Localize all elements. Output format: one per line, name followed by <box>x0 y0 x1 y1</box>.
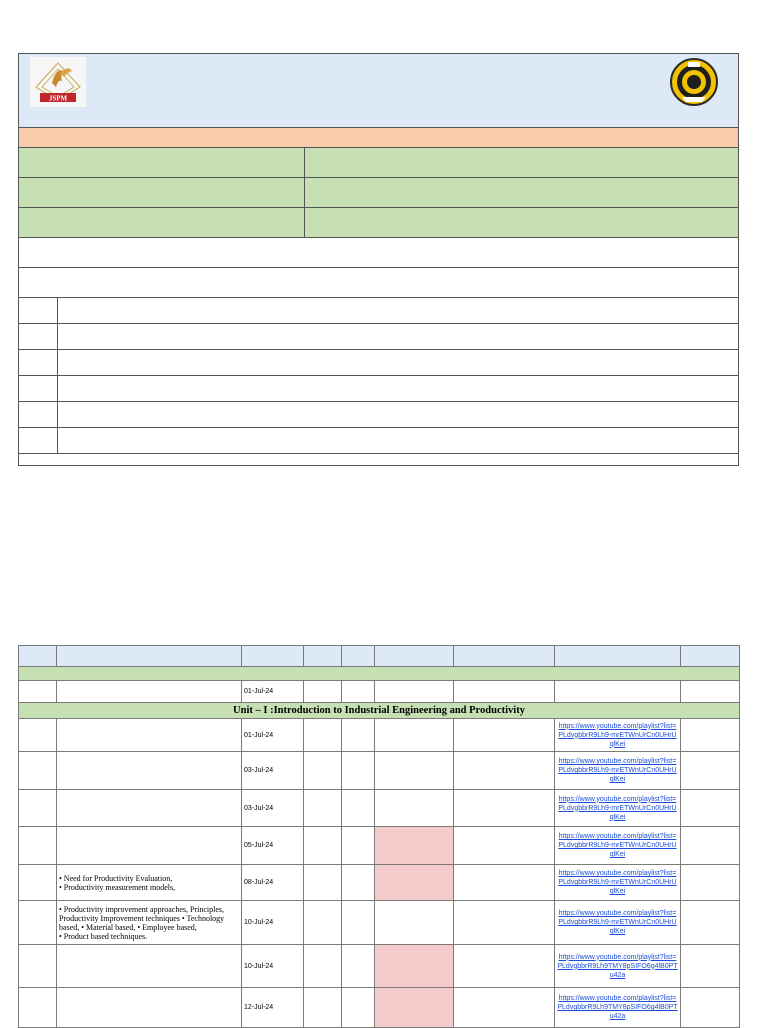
lecture-topic <box>57 790 242 827</box>
lecture-topic <box>57 988 242 1028</box>
info-row-4 <box>19 238 738 268</box>
status-cell <box>375 901 454 945</box>
lecture-topic <box>57 752 242 790</box>
status-cell <box>375 827 454 865</box>
video-link[interactable]: https://www.youtube.com/playlist?list=PLdvgbbrR9Lh9-mrETWnUrCn0UHrUqlKei <box>555 901 681 945</box>
unit-title: Unit – I :Introduction to Industrial Engineering and Productivity <box>19 703 740 719</box>
video-link[interactable]: https://www.youtube.com/playlist?list=PLdvgbbrR9Lh9-mrETWnUrCn0UHrUqlKei <box>555 865 681 901</box>
lecture-topic <box>57 865 242 901</box>
topic-line: • Productivity improvement approaches, Principles, <box>59 904 224 914</box>
lecture-date: 08-Jul-24 <box>242 865 304 901</box>
table-row <box>19 790 740 827</box>
status-cell <box>375 865 454 901</box>
outcome-row-2 <box>19 324 738 350</box>
status-cell <box>375 945 454 988</box>
video-link[interactable]: https://www.youtube.com/playlist?list=PLdvgbbrR9Lh9-mrETWnUrCn0UHrUqlKei <box>555 790 681 827</box>
lecture-topic <box>57 901 242 945</box>
info-row-1 <box>19 148 738 178</box>
table-row <box>19 752 740 790</box>
outcome-row-3 <box>19 350 738 376</box>
lecture-topic <box>57 827 242 865</box>
course-header-sheet <box>18 53 739 466</box>
video-link[interactable]: https://www.youtube.com/playlist?list=PLdvgbbrR9Lh9TMY8pSIFO6g4lB0PTu42a <box>555 945 681 988</box>
section-strip <box>19 667 740 681</box>
table-row <box>19 719 740 752</box>
video-link[interactable]: https://www.youtube.com/playlist?list=PLdvgbbrR9Lh9-mrETWnUrCn0UHrUqlKei <box>555 719 681 752</box>
table-row <box>19 901 740 945</box>
unit-heading-row <box>19 703 740 719</box>
topic-line: • Product based techniques. <box>59 931 148 941</box>
table-row <box>19 945 740 988</box>
lecture-topic <box>57 945 242 988</box>
course-title-band <box>19 128 738 148</box>
status-cell <box>375 752 454 790</box>
topic-line: • Need for Productivity Evaluation, <box>59 873 173 883</box>
outcome-row-6 <box>19 428 738 454</box>
lecture-topic <box>57 719 242 752</box>
intro-row <box>19 681 740 703</box>
topic-line: • Productivity measurement models, <box>59 882 176 892</box>
intro-date: 01-Jul-24 <box>242 681 304 703</box>
lecture-date: 10-Jul-24 <box>242 901 304 945</box>
logo-band <box>19 54 738 128</box>
lecture-date: 10-Jul-24 <box>242 945 304 988</box>
outcome-row-1 <box>19 298 738 324</box>
lecture-date: 01-Jul-24 <box>242 719 304 752</box>
outcome-row-4 <box>19 376 738 402</box>
lecture-date: 03-Jul-24 <box>242 752 304 790</box>
table-header-row <box>19 646 740 667</box>
video-link[interactable]: https://www.youtube.com/playlist?list=PLdvgbbrR9Lh9-mrETWnUrCn0UHrUqlKei <box>555 827 681 865</box>
lecture-date: 12-Jul-24 <box>242 988 304 1028</box>
outcomes-heading-row <box>19 268 738 298</box>
lecture-date: 03-Jul-24 <box>242 790 304 827</box>
status-cell <box>375 790 454 827</box>
video-link[interactable]: https://www.youtube.com/playlist?list=PLdvgbbrR9Lh9TMY8pSIFO6g4lB0PTu42a <box>555 988 681 1028</box>
status-cell <box>375 988 454 1028</box>
table-row <box>19 827 740 865</box>
lecture-date: 05-Jul-24 <box>242 827 304 865</box>
info-row-2 <box>19 178 738 208</box>
info-row-3 <box>19 208 738 238</box>
topic-line: Productivity Improvement techniques • Technology <box>59 913 225 923</box>
topic-line: based, • Material based, • Employee based, <box>59 922 197 932</box>
status-cell <box>375 719 454 752</box>
university-seal-icon <box>669 57 719 107</box>
jspm-logo-icon <box>30 57 86 107</box>
table-row <box>19 988 740 1028</box>
outcome-row-5 <box>19 402 738 428</box>
table-row <box>19 865 740 901</box>
video-link[interactable]: https://www.youtube.com/playlist?list=PLdvgbbrR9Lh9-mrETWnUrCn0UHrUqlKei <box>555 752 681 790</box>
teaching-plan-table <box>18 645 740 1028</box>
svg-text:JSPM: JSPM <box>48 94 68 103</box>
